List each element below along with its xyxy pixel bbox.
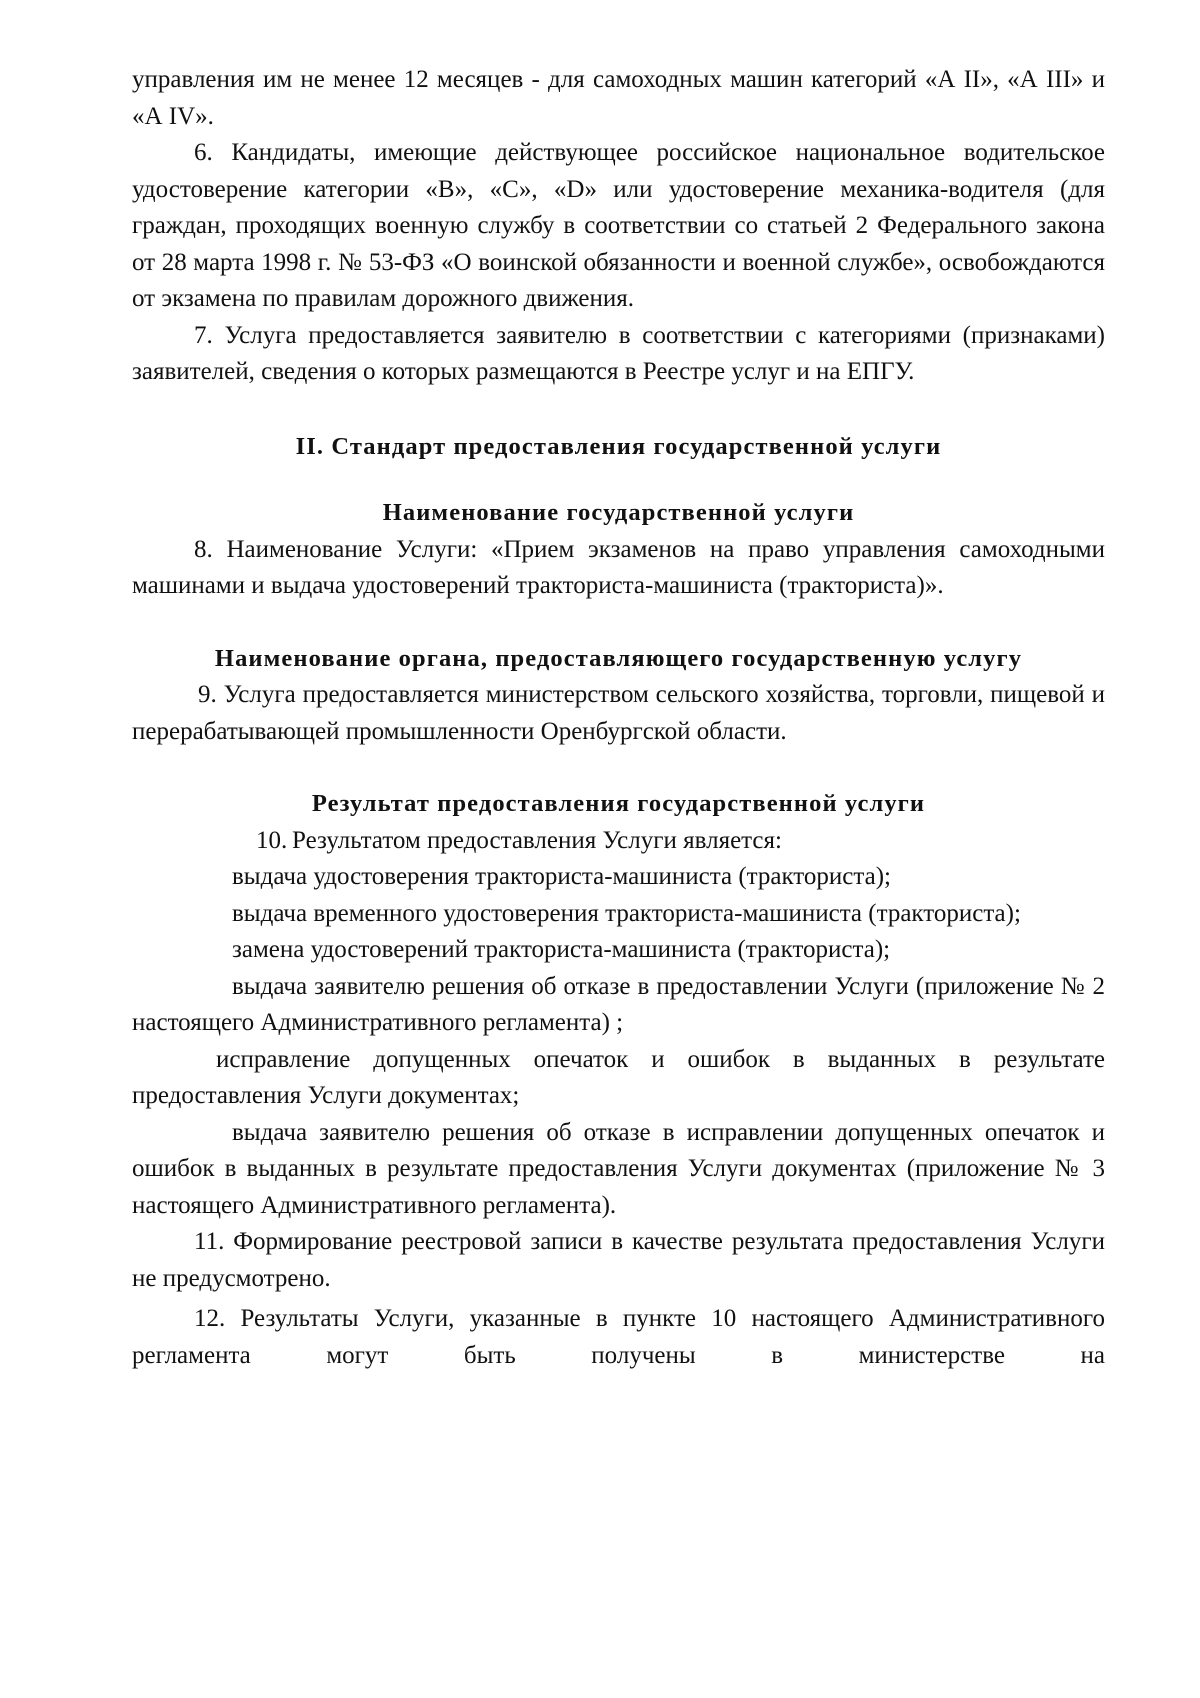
- result-item-1: выдача удостоверения тракториста-машиниста (тракториста);: [232, 863, 891, 890]
- result-item-5: исправление допущенных опечаток и ошибок в выданных в результате предоставления Услуги документах;: [132, 1045, 1105, 1109]
- result-item-2: выдача временного удостоверения тракториста-машиниста (тракториста);: [232, 899, 1021, 927]
- paragraph-10-text: Результатом предоставления Услуги является:: [292, 826, 782, 854]
- result-item-3: замена удостоверений тракториста-машиниста (тракториста);: [232, 936, 891, 963]
- section-heading-standard: II. Стандарт предоставления государственной услуги: [295, 432, 942, 460]
- paragraph-continuation: управления им не менее 12 месяцев - для самоходных машин категорий «А II», «А III» и «А IV».: [132, 66, 1105, 130]
- heading-authority-name: Наименование органа, предоставляющего государственную услугу: [214, 644, 1023, 672]
- paragraph-11: 11. Формирование реестровой записи в качестве результата предоставления Услуги не предусмотрено.: [132, 1228, 1105, 1292]
- paragraph-10-number: 10.: [256, 826, 288, 854]
- result-item-6: выдача заявителю решения об отказе в исправлении допущенных опечаток и ошибок в выданных в результате предоставления Услуги документах (приложение № 3 настоящего Административного регламента).: [132, 1118, 1105, 1219]
- paragraph-7: 7. Услуга предоставляется заявителю в соответствии с категориями (признаками) заявителей, сведения о которых размещаются в Реестре услуг и на ЕПГУ.: [132, 321, 1105, 385]
- paragraph-6: 6. Кандидаты, имеющие действующее российское национальное водительское удостоверение категории «B», «C», «D» или удостоверение механика-водителя (для граждан, проходящих военную службу в соответствии со статьей 2 Федерального закона от 28 марта 1998 г. № 53-ФЗ «О воинской обязанности и военной службе», освобождаются от экзамена по правилам дорожного движения.: [132, 139, 1105, 312]
- paragraph-10: [132, 823, 1105, 860]
- heading-result: Результат предоставления государственной услуги: [311, 790, 926, 817]
- heading-service-name: Наименование государственной услуги: [382, 499, 855, 526]
- result-item-4: выдача заявителю решения об отказе в предоставлении Услуги (приложение № 2 настоящего Административного регламента) ;: [132, 972, 1105, 1036]
- paragraph-12: 12. Результаты Услуги, указанные в пункте 10 настоящего Административного регламента могут быть получены в министерстве на: [132, 1305, 1105, 1369]
- paragraph-9: 9. Услуга предоставляется министерством сельского хозяйства, торговли, пищевой и перерабатывающей промышленности Оренбургской области.: [132, 681, 1105, 745]
- paragraph-8: 8. Наименование Услуги: «Прием экзаменов на право управления самоходными машинами и выдача удостоверений тракториста-машиниста (тракториста)».: [132, 535, 1105, 599]
